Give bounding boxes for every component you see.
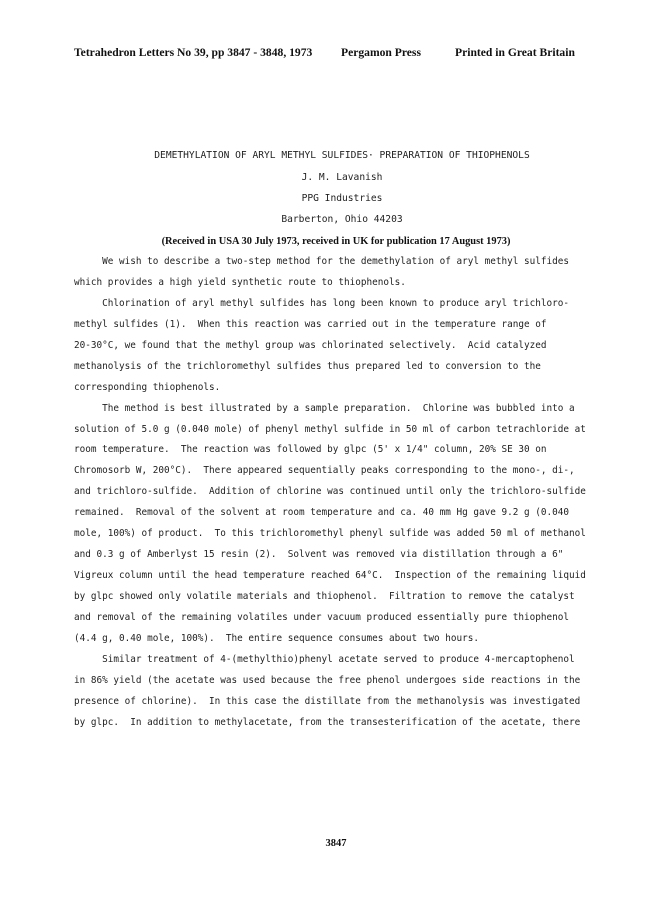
received-dates: (Received in USA 30 July 1973, received in UK for publication 17 August 1973) xyxy=(161,236,511,247)
body-line: mole, 100%) of product. To this trichloromethyl phenyl sulfide was added 50 ml of methanol xyxy=(74,528,586,540)
article-title: DEMETHYLATION OF ARYL METHYL SULFIDES· PREPARATION OF THIOPHENOLS xyxy=(154,150,530,161)
author-location: Barberton, Ohio 44203 xyxy=(281,214,403,225)
body-line: methyl sulfides (1). When this reaction was carried out in the temperature range of xyxy=(74,318,547,330)
body-line: by glpc showed only volatile materials and thiophenol. Filtration to remove the catalyst xyxy=(74,591,575,602)
journal-citation: Tetrahedron Letters No 39, pp 3847 - 3848, 1973 xyxy=(74,46,313,59)
body-line: Vigreux column until the head temperature reached 64°C. Inspection of the remaining liquid xyxy=(74,570,586,582)
author-name: J. M. Lavanish xyxy=(301,172,383,183)
body-line: and 0.3 g of Amberlyst 15 resin (2). Solvent was removed via distillation through a 6" xyxy=(74,549,564,561)
article-body xyxy=(74,252,614,734)
body-line: Chlorination of aryl methyl sulfides has long been known to produce aryl trichloro- xyxy=(74,297,570,309)
body-line: (4.4 g, 0.40 mole, 100%). The entire sequence consumes about two hours. xyxy=(74,632,480,644)
body-line: and removal of the remaining volatiles under vacuum produced essentially pure thiophenol xyxy=(74,611,570,623)
body-line: solution of 5.0 g (0.040 mole) of phenyl methyl sulfide in 50 ml of carbon tetrachloride at xyxy=(74,423,586,435)
body-line: The method is best illustrated by a sample preparation. Chlorine was bubbled into a xyxy=(74,402,575,414)
body-line: corresponding thiophenols. xyxy=(74,381,221,393)
body-line: room temperature. The reaction was followed by glpc (5' x 1/4" column, 20% SE 30 on xyxy=(74,444,547,456)
author-affiliation: PPG Industries xyxy=(301,193,383,204)
body-line: We wish to describe a two-step method for the demethylation of aryl methyl sulfides xyxy=(74,256,570,267)
body-line: presence of chlorine). In this case the distillate from the methanolysis was investigated xyxy=(74,695,581,707)
page-number: 3847 xyxy=(325,838,347,849)
body-line: by glpc. In addition to methylacetate, from the transesterification of the acetate, there xyxy=(74,716,581,728)
body-line: 20-30°C, we found that the methyl group was chlorinated selectively. Acid catalyzed xyxy=(74,339,547,351)
publisher-name: Pergamon Press xyxy=(341,46,421,59)
body-line: methanolysis of the trichloromethyl sulfides thus prepared led to conversion to the xyxy=(74,360,541,372)
body-line: Chromosorb W, 200°C). There appeared sequentially peaks corresponding to the mono-, di-, xyxy=(74,465,575,477)
body-line: in 86% yield (the acetate was used because the free phenol undergoes side reactions in the xyxy=(74,674,581,686)
body-line: which provides a high yield synthetic route to thiophenols. xyxy=(74,276,406,288)
body-line: remained. Removal of the solvent at room temperature and ca. 40 mm Hg gave 9.2 g (0.040 xyxy=(74,507,570,519)
body-line: Similar treatment of 4-(methylthio)phenyl acetate served to produce 4-mercaptophenol xyxy=(74,653,575,665)
body-line: and trichloro-sulfide. Addition of chlorine was continued until only the trichloro-sulfide xyxy=(74,486,586,498)
printed-location: Printed in Great Britain xyxy=(455,46,575,59)
